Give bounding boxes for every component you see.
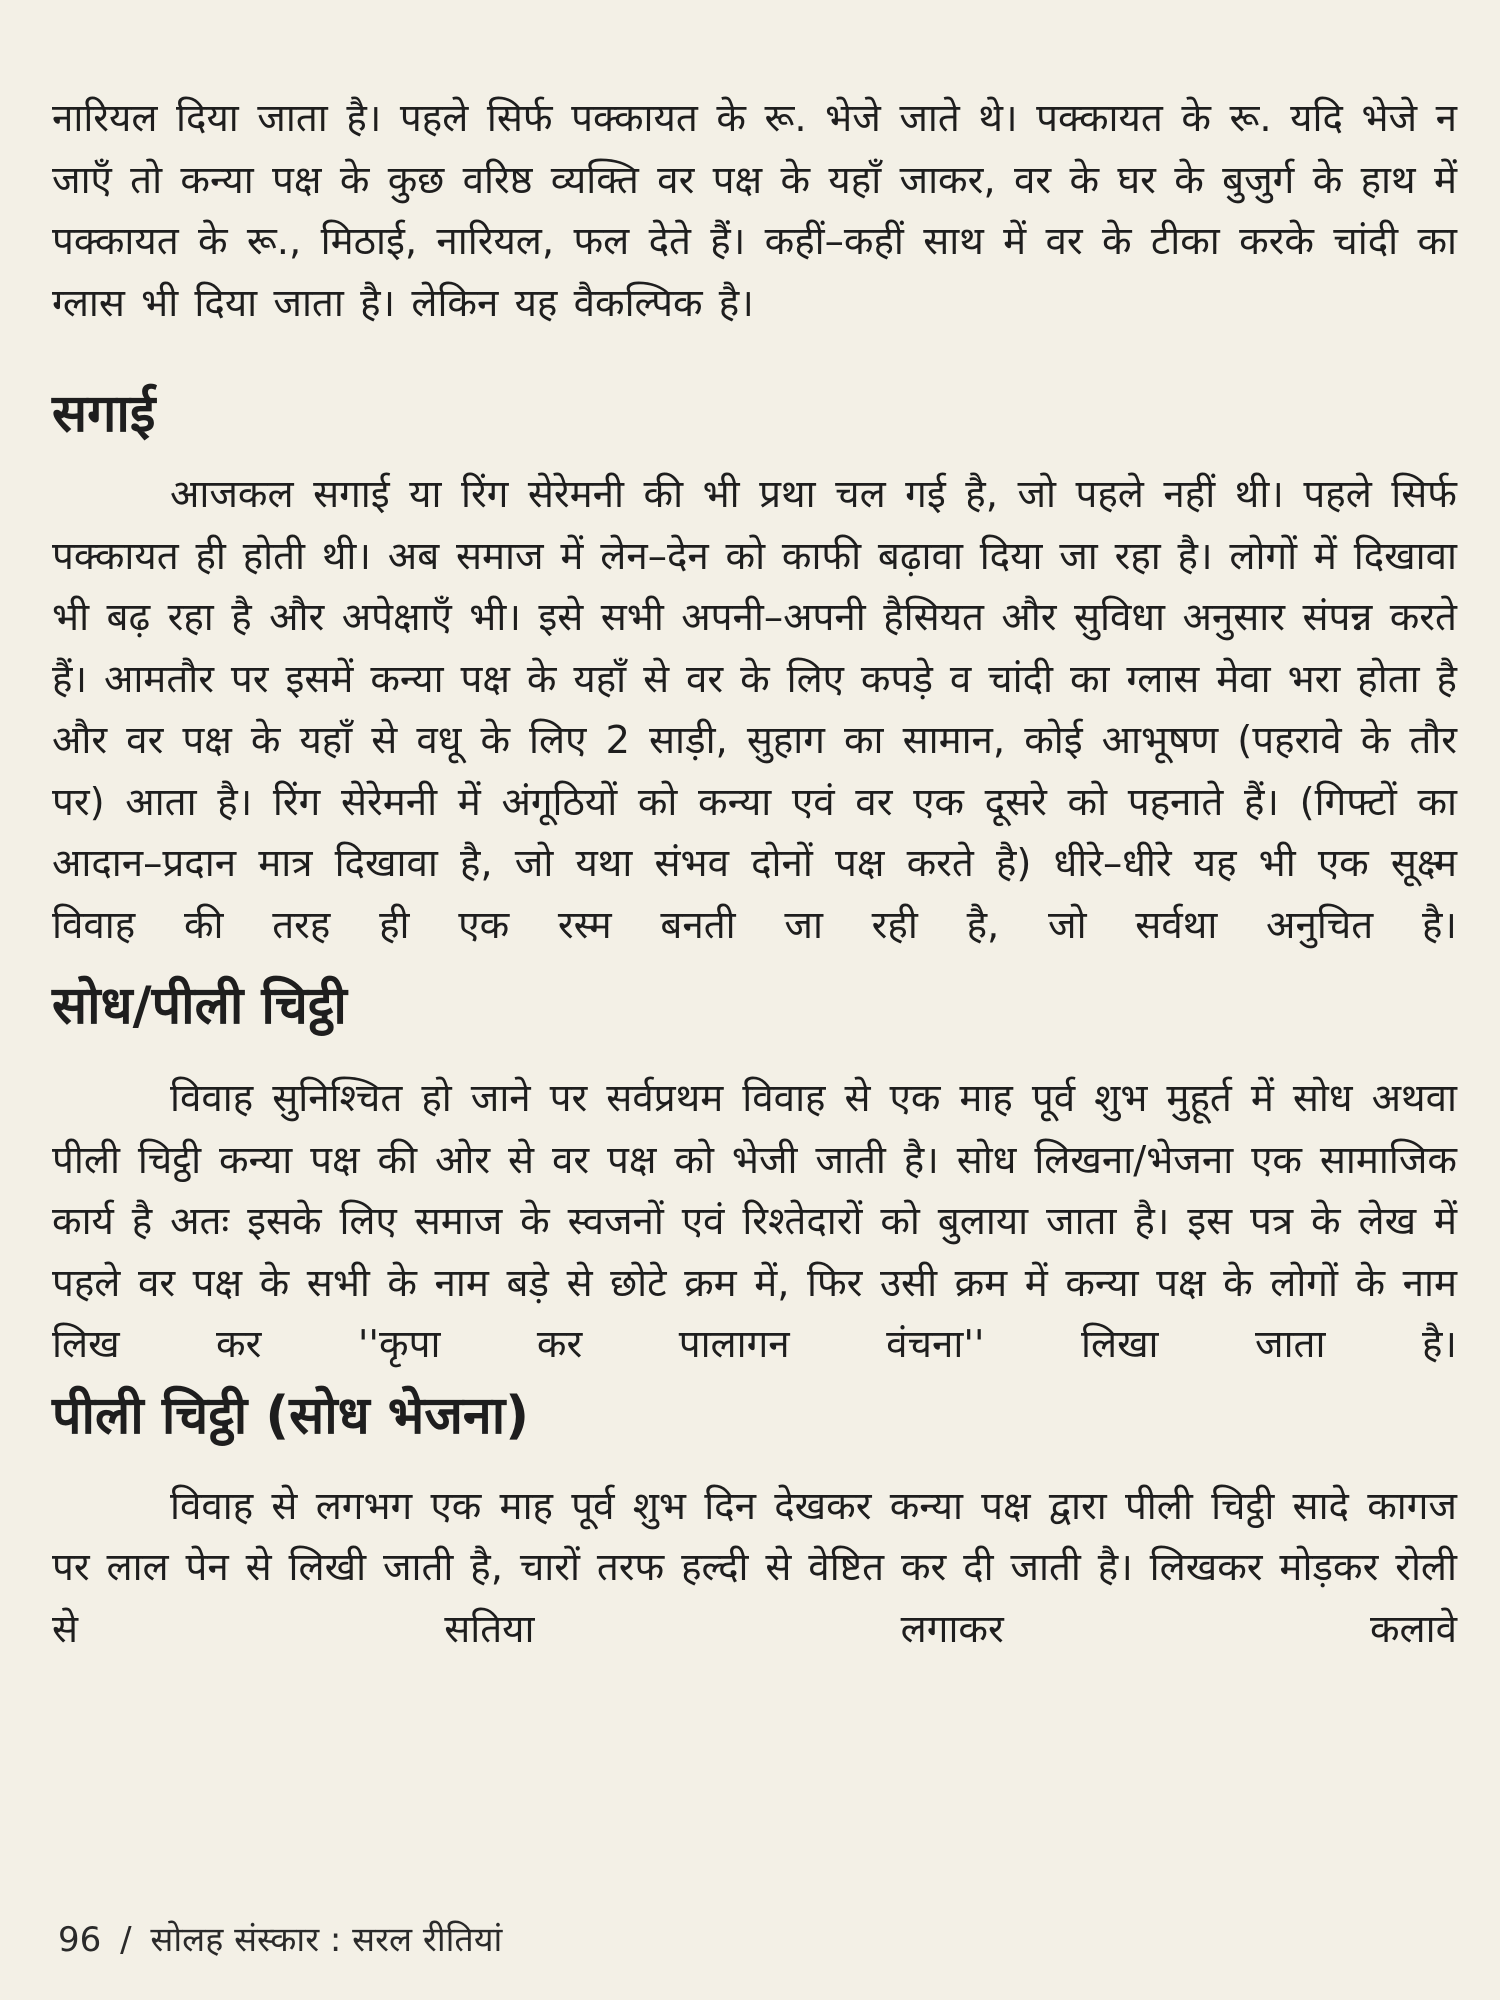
page-number: 96 bbox=[58, 1920, 102, 1960]
book-title: सोलह संस्कार : सरल रीतियां bbox=[150, 1920, 503, 1960]
page-footer bbox=[58, 1920, 502, 1960]
section-heading-sagai: सगाई bbox=[52, 384, 156, 444]
page-content bbox=[52, 88, 1457, 1660]
sagai-paragraph: आजकल सगाई या रिंग सेरेमनी की भी प्रथा चल गई है, जो पहले नहीं थी। पहले सिर्फ पक्कायत ही होती थी। अब समाज में लेन–देन को काफी बढ़ावा दिया जा रहा है। लोगों में दिखावा भी बढ़ रहा है और अपेक्षाएँ भी। इसे सभी अपनी–अपनी हैसियत और सुविधा अनुसार संपन्न करते हैं। आमतौर पर इसमें कन्या पक्ष के यहाँ से वर के लिए कपड़े व चांदी का ग्लास मेवा भरा होता है और वर पक्ष के यहाँ से वधू के लिए 2 साड़ी, सुहाग का सामान, कोई आभूषण (पहरावे के तौर पर) आता है। रिंग सेरेमनी में अंगूठियों को कन्या एवं वर एक दूसरे को पहनाते हैं। (गिफ्टों का आदान–प्रदान मात्र दिखावा है, जो यथा संभव दोनों पक्ष करते है) धीरे–धीरे यह भी एक सूक्ष्म विवाह की तरह ही एक रस्म बनती जा रही है, जो सर्वथा अनुचित है। bbox=[52, 472, 1457, 948]
intro-paragraph: नारियल दिया जाता है। पहले सिर्फ पक्कायत के रू. भेजे जाते थे। पक्कायत के रू. यदि भेजे न जाएँ तो कन्या पक्ष के कुछ वरिष्ठ व्यक्ति वर पक्ष के यहाँ जाकर, वर के घर के बुजुर्ग के हाथ में पक्कायत के रू., मिठाई, नारियल, फल देते हैं। कहीं–कहीं साथ में वर के टीका करके चांदी का ग्लास भी दिया जाता है। लेकिन यह वैकल्पिक है। bbox=[52, 96, 1457, 326]
footer-separator: / bbox=[120, 1920, 132, 1960]
sodh-paragraph: विवाह सुनिश्चित हो जाने पर सर्वप्रथम विवाह से एक माह पूर्व शुभ मुहूर्त में सोध अथवा पीली चिट्ठी कन्या पक्ष की ओर से वर पक्ष को भेजी जाती है। सोध लिखना/भेजना एक सामाजिक कार्य है अतः इसके लिए समाज के स्वजनों एवं रिश्तेदारों को बुलाया जाता है। इस पत्र के लेख में पहले वर पक्ष के सभी के नाम बड़े से छोटे क्रम में, फिर उसी क्रम में कन्या पक्ष के लोगों के नाम लिख कर ''कृपा कर पालागन वंचना'' लिखा जाता है। bbox=[52, 1076, 1457, 1367]
pili-chitthi-paragraph: विवाह से लगभग एक माह पूर्व शुभ दिन देखकर कन्या पक्ष द्वारा पीली चिट्ठी सादे कागज पर लाल पेन से लिखी जाती है, चारों तरफ हल्दी से वेष्टित कर दी जाती है। लिखकर मोड़कर रोली से सतिया लगाकर कलावे bbox=[52, 1483, 1457, 1652]
section-heading-sodh: सोध/पीली चिट्ठी bbox=[52, 976, 347, 1036]
section-heading-pili-chitthi: पीली चिट्ठी (सोध भेजना) bbox=[52, 1385, 530, 1446]
